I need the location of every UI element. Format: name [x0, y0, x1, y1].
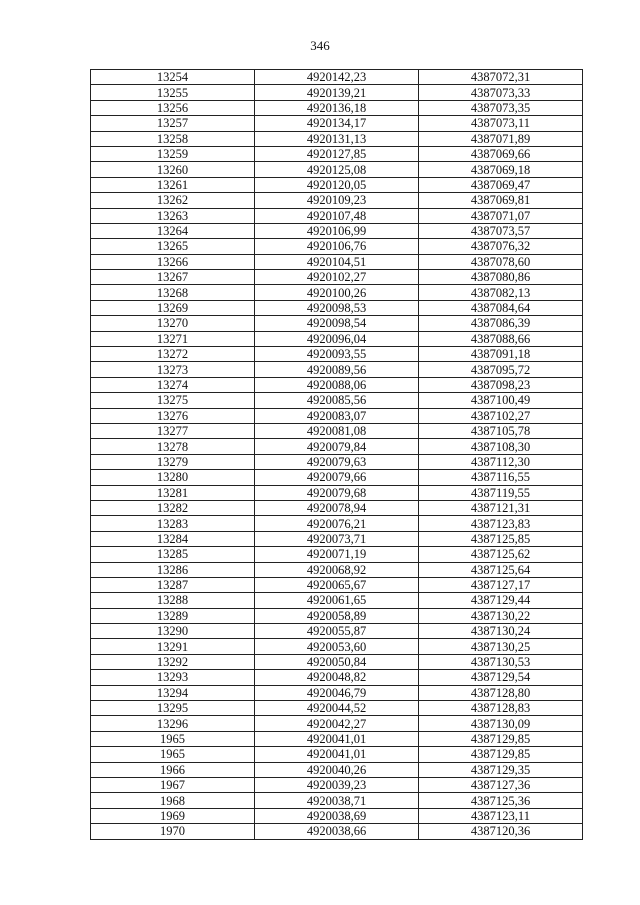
- x-coordinate-cell: 4920088,06: [255, 377, 419, 392]
- coordinates-table-body: [91, 70, 583, 840]
- table-row: [91, 239, 583, 254]
- table-row: [91, 131, 583, 146]
- table-row: [91, 577, 583, 592]
- point-number-cell: 13265: [91, 239, 255, 254]
- y-coordinate-cell: 4387129,44: [419, 593, 583, 608]
- point-number-cell: 13264: [91, 223, 255, 238]
- table-row: [91, 300, 583, 315]
- point-number-cell: 13275: [91, 393, 255, 408]
- table-row: [91, 654, 583, 669]
- x-coordinate-cell: 4920096,04: [255, 331, 419, 346]
- x-coordinate-cell: 4920079,66: [255, 470, 419, 485]
- point-number-cell: 1968: [91, 793, 255, 808]
- point-number-cell: 13266: [91, 254, 255, 269]
- y-coordinate-cell: 4387073,33: [419, 85, 583, 100]
- table-row: [91, 285, 583, 300]
- point-number-cell: 13262: [91, 193, 255, 208]
- x-coordinate-cell: 4920131,13: [255, 131, 419, 146]
- x-coordinate-cell: 4920106,76: [255, 239, 419, 254]
- table-row: [91, 393, 583, 408]
- y-coordinate-cell: 4387072,31: [419, 70, 583, 85]
- point-number-cell: 13284: [91, 531, 255, 546]
- table-row: [91, 762, 583, 777]
- x-coordinate-cell: 4920065,67: [255, 577, 419, 592]
- y-coordinate-cell: 4387130,09: [419, 716, 583, 731]
- x-coordinate-cell: 4920079,68: [255, 485, 419, 500]
- x-coordinate-cell: 4920068,92: [255, 562, 419, 577]
- point-number-cell: 13258: [91, 131, 255, 146]
- table-row: [91, 500, 583, 515]
- x-coordinate-cell: 4920061,65: [255, 593, 419, 608]
- y-coordinate-cell: 4387091,18: [419, 347, 583, 362]
- y-coordinate-cell: 4387129,85: [419, 731, 583, 746]
- x-coordinate-cell: 4920134,17: [255, 116, 419, 131]
- point-number-cell: 13270: [91, 316, 255, 331]
- table-row: [91, 701, 583, 716]
- x-coordinate-cell: 4920041,01: [255, 747, 419, 762]
- y-coordinate-cell: 4387129,85: [419, 747, 583, 762]
- y-coordinate-cell: 4387073,57: [419, 223, 583, 238]
- table-row: [91, 454, 583, 469]
- point-number-cell: 13288: [91, 593, 255, 608]
- point-number-cell: 13272: [91, 347, 255, 362]
- y-coordinate-cell: 4387084,64: [419, 300, 583, 315]
- point-number-cell: 13256: [91, 100, 255, 115]
- table-row: [91, 624, 583, 639]
- x-coordinate-cell: 4920120,05: [255, 177, 419, 192]
- point-number-cell: 13279: [91, 454, 255, 469]
- table-row: [91, 562, 583, 577]
- x-coordinate-cell: 4920038,69: [255, 808, 419, 823]
- table-row: [91, 162, 583, 177]
- x-coordinate-cell: 4920053,60: [255, 639, 419, 654]
- y-coordinate-cell: 4387073,35: [419, 100, 583, 115]
- x-coordinate-cell: 4920041,01: [255, 731, 419, 746]
- y-coordinate-cell: 4387123,11: [419, 808, 583, 823]
- point-number-cell: 13296: [91, 716, 255, 731]
- table-row: [91, 731, 583, 746]
- y-coordinate-cell: 4387086,39: [419, 316, 583, 331]
- table-row: [91, 316, 583, 331]
- table-row: [91, 747, 583, 762]
- table-row: [91, 408, 583, 423]
- point-number-cell: 13291: [91, 639, 255, 654]
- point-number-cell: 13295: [91, 701, 255, 716]
- x-coordinate-cell: 4920079,84: [255, 439, 419, 454]
- table-row: [91, 808, 583, 823]
- table-row: [91, 608, 583, 623]
- y-coordinate-cell: 4387069,81: [419, 193, 583, 208]
- table-row: [91, 670, 583, 685]
- x-coordinate-cell: 4920109,23: [255, 193, 419, 208]
- y-coordinate-cell: 4387125,85: [419, 531, 583, 546]
- x-coordinate-cell: 4920058,89: [255, 608, 419, 623]
- table-row: [91, 116, 583, 131]
- x-coordinate-cell: 4920102,27: [255, 270, 419, 285]
- y-coordinate-cell: 4387127,17: [419, 577, 583, 592]
- y-coordinate-cell: 4387069,18: [419, 162, 583, 177]
- point-number-cell: 13280: [91, 470, 255, 485]
- point-number-cell: 13287: [91, 577, 255, 592]
- x-coordinate-cell: 4920042,27: [255, 716, 419, 731]
- x-coordinate-cell: 4920127,85: [255, 146, 419, 161]
- y-coordinate-cell: 4387129,35: [419, 762, 583, 777]
- point-number-cell: 13267: [91, 270, 255, 285]
- point-number-cell: 13260: [91, 162, 255, 177]
- table-row: [91, 439, 583, 454]
- x-coordinate-cell: 4920078,94: [255, 500, 419, 515]
- table-row: [91, 777, 583, 792]
- y-coordinate-cell: 4387130,25: [419, 639, 583, 654]
- table-row: [91, 716, 583, 731]
- x-coordinate-cell: 4920046,79: [255, 685, 419, 700]
- y-coordinate-cell: 4387116,55: [419, 470, 583, 485]
- point-number-cell: 1966: [91, 762, 255, 777]
- point-number-cell: 1965: [91, 747, 255, 762]
- y-coordinate-cell: 4387130,22: [419, 608, 583, 623]
- point-number-cell: 13282: [91, 500, 255, 515]
- y-coordinate-cell: 4387088,66: [419, 331, 583, 346]
- x-coordinate-cell: 4920083,07: [255, 408, 419, 423]
- y-coordinate-cell: 4387069,66: [419, 146, 583, 161]
- table-row: [91, 793, 583, 808]
- table-row: [91, 193, 583, 208]
- y-coordinate-cell: 4387120,36: [419, 824, 583, 839]
- point-number-cell: 13289: [91, 608, 255, 623]
- table-row: [91, 639, 583, 654]
- x-coordinate-cell: 4920076,21: [255, 516, 419, 531]
- point-number-cell: 13271: [91, 331, 255, 346]
- x-coordinate-cell: 4920100,26: [255, 285, 419, 300]
- point-number-cell: 13285: [91, 547, 255, 562]
- y-coordinate-cell: 4387121,31: [419, 500, 583, 515]
- table-row: [91, 423, 583, 438]
- y-coordinate-cell: 4387080,86: [419, 270, 583, 285]
- x-coordinate-cell: 4920089,56: [255, 362, 419, 377]
- table-row: [91, 223, 583, 238]
- point-number-cell: 13276: [91, 408, 255, 423]
- x-coordinate-cell: 4920139,21: [255, 85, 419, 100]
- x-coordinate-cell: 4920039,23: [255, 777, 419, 792]
- x-coordinate-cell: 4920055,87: [255, 624, 419, 639]
- x-coordinate-cell: 4920048,82: [255, 670, 419, 685]
- table-row: [91, 70, 583, 85]
- y-coordinate-cell: 4387128,80: [419, 685, 583, 700]
- table-row: [91, 85, 583, 100]
- y-coordinate-cell: 4387125,62: [419, 547, 583, 562]
- y-coordinate-cell: 4387127,36: [419, 777, 583, 792]
- table-row: [91, 547, 583, 562]
- table-row: [91, 100, 583, 115]
- y-coordinate-cell: 4387100,49: [419, 393, 583, 408]
- table-row: [91, 531, 583, 546]
- y-coordinate-cell: 4387082,13: [419, 285, 583, 300]
- x-coordinate-cell: 4920125,08: [255, 162, 419, 177]
- point-number-cell: 1969: [91, 808, 255, 823]
- point-number-cell: 13261: [91, 177, 255, 192]
- point-number-cell: 13281: [91, 485, 255, 500]
- coordinates-table: [90, 69, 583, 840]
- table-row: [91, 470, 583, 485]
- point-number-cell: 13283: [91, 516, 255, 531]
- point-number-cell: 13273: [91, 362, 255, 377]
- table-row: [91, 270, 583, 285]
- point-number-cell: 1965: [91, 731, 255, 746]
- x-coordinate-cell: 4920081,08: [255, 423, 419, 438]
- y-coordinate-cell: 4387130,24: [419, 624, 583, 639]
- point-number-cell: 13259: [91, 146, 255, 161]
- y-coordinate-cell: 4387105,78: [419, 423, 583, 438]
- x-coordinate-cell: 4920038,66: [255, 824, 419, 839]
- table-row: [91, 593, 583, 608]
- y-coordinate-cell: 4387119,55: [419, 485, 583, 500]
- y-coordinate-cell: 4387069,47: [419, 177, 583, 192]
- table-row: [91, 362, 583, 377]
- point-number-cell: 13268: [91, 285, 255, 300]
- point-number-cell: 13257: [91, 116, 255, 131]
- point-number-cell: 13290: [91, 624, 255, 639]
- y-coordinate-cell: 4387071,89: [419, 131, 583, 146]
- y-coordinate-cell: 4387125,64: [419, 562, 583, 577]
- point-number-cell: 13269: [91, 300, 255, 315]
- point-number-cell: 13292: [91, 654, 255, 669]
- x-coordinate-cell: 4920085,56: [255, 393, 419, 408]
- x-coordinate-cell: 4920050,84: [255, 654, 419, 669]
- y-coordinate-cell: 4387095,72: [419, 362, 583, 377]
- x-coordinate-cell: 4920073,71: [255, 531, 419, 546]
- table-row: [91, 208, 583, 223]
- y-coordinate-cell: 4387076,32: [419, 239, 583, 254]
- table-row: [91, 331, 583, 346]
- y-coordinate-cell: 4387102,27: [419, 408, 583, 423]
- point-number-cell: 1970: [91, 824, 255, 839]
- table-row: [91, 177, 583, 192]
- y-coordinate-cell: 4387129,54: [419, 670, 583, 685]
- x-coordinate-cell: 4920093,55: [255, 347, 419, 362]
- table-row: [91, 254, 583, 269]
- x-coordinate-cell: 4920106,99: [255, 223, 419, 238]
- table-row: [91, 685, 583, 700]
- y-coordinate-cell: 4387128,83: [419, 701, 583, 716]
- x-coordinate-cell: 4920038,71: [255, 793, 419, 808]
- page-number: 346: [310, 38, 330, 53]
- point-number-cell: 13277: [91, 423, 255, 438]
- x-coordinate-cell: 4920071,19: [255, 547, 419, 562]
- point-number-cell: 13278: [91, 439, 255, 454]
- x-coordinate-cell: 4920104,51: [255, 254, 419, 269]
- y-coordinate-cell: 4387073,11: [419, 116, 583, 131]
- x-coordinate-cell: 4920098,54: [255, 316, 419, 331]
- x-coordinate-cell: 4920142,23: [255, 70, 419, 85]
- table-row: [91, 824, 583, 839]
- x-coordinate-cell: 4920107,48: [255, 208, 419, 223]
- point-number-cell: 13294: [91, 685, 255, 700]
- y-coordinate-cell: 4387123,83: [419, 516, 583, 531]
- y-coordinate-cell: 4387125,36: [419, 793, 583, 808]
- point-number-cell: 13254: [91, 70, 255, 85]
- y-coordinate-cell: 4387098,23: [419, 377, 583, 392]
- table-row: [91, 146, 583, 161]
- x-coordinate-cell: 4920098,53: [255, 300, 419, 315]
- y-coordinate-cell: 4387112,30: [419, 454, 583, 469]
- x-coordinate-cell: 4920044,52: [255, 701, 419, 716]
- table-row: [91, 347, 583, 362]
- x-coordinate-cell: 4920136,18: [255, 100, 419, 115]
- table-row: [91, 485, 583, 500]
- x-coordinate-cell: 4920040,26: [255, 762, 419, 777]
- point-number-cell: 13274: [91, 377, 255, 392]
- table-row: [91, 377, 583, 392]
- y-coordinate-cell: 4387130,53: [419, 654, 583, 669]
- y-coordinate-cell: 4387108,30: [419, 439, 583, 454]
- x-coordinate-cell: 4920079,63: [255, 454, 419, 469]
- point-number-cell: 13293: [91, 670, 255, 685]
- point-number-cell: 13263: [91, 208, 255, 223]
- point-number-cell: 1967: [91, 777, 255, 792]
- y-coordinate-cell: 4387078,60: [419, 254, 583, 269]
- point-number-cell: 13286: [91, 562, 255, 577]
- y-coordinate-cell: 4387071,07: [419, 208, 583, 223]
- point-number-cell: 13255: [91, 85, 255, 100]
- table-row: [91, 516, 583, 531]
